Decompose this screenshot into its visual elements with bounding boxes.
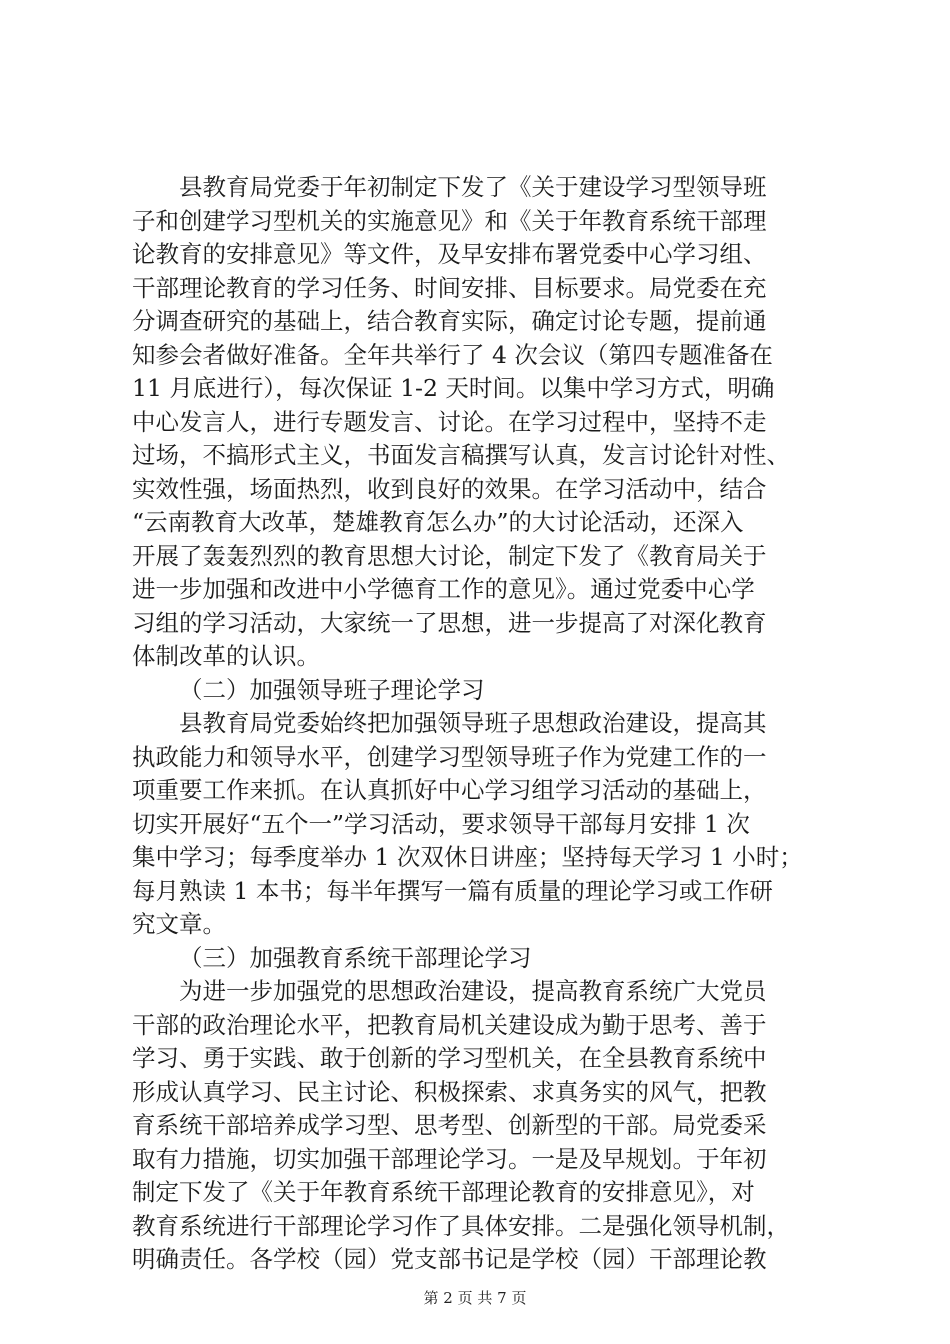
paragraph-line: 项重要工作来抓。在认真抓好中心学习组学习活动的基础上， [132,776,767,804]
paragraph-line: 执政能力和领导水平，创建学习型领导班子作为党建工作的一 [132,742,767,771]
paragraph-line: 子和创建学习型机关的实施意见》和《关于年教育系统干部理 [132,206,767,235]
paragraph-line: 为进一步加强党的思想政治建设，提高教育系统广大党员 [179,977,767,1005]
paragraph-line: 制定下发了《关于年教育系统干部理论教育的安排意见》，对 [132,1178,755,1206]
paragraph-line: 干部的政治理论水平，把教育局机关建设成为勤于思考、善于 [132,1010,767,1039]
paragraph-line: 县教育局党委始终把加强领导班子思想政治建设，提高其 [179,709,767,737]
paragraph-line: 实效性强，场面热烈，收到良好的效果。在学习活动中，结合 [132,474,767,503]
paragraph-line: 知参会者做好准备。全年共举行了 4 次会议（第四专题准备在 [132,340,773,369]
paragraph-line: 形成认真学习、民主讨论、积极探索、求真务实的风气，把教 [132,1077,767,1106]
paragraph-line: 论教育的安排意见》等文件，及早安排布署党委中心学习组、 [132,240,767,268]
paragraph-line: 明确责任。各学校（园）党支部书记是学校（园）干部理论教 [132,1245,767,1273]
paragraph-line: 学习、勇于实践、敢于创新的学习型机关，在全县教育系统中 [132,1044,767,1072]
paragraph-line: 11 月底进行），每次保证 1-2 天时间。以集中学习方式，明确 [132,374,775,402]
page-footer: 第 2 页 共 7 页 [423,1289,527,1307]
paragraph-line: 县教育局党委于年初制定下发了《关于建设学习型领导班 [179,173,767,201]
paragraph-line: 过场，不搞形式主义，书面发言稿撰写认真，发言讨论针对性、 [132,441,790,469]
paragraph-line: “云南教育大改革，楚雄教育怎么办”的大讨论活动，还深入 [132,508,744,536]
paragraph-line: 切实开展好“五个一”学习活动，要求领导干部每月安排 1 次 [132,809,750,838]
paragraph-line: 习组的学习活动，大家统一了思想，进一步提高了对深化教育 [132,608,767,637]
paragraph-line: 教育系统进行干部理论学习作了具体安排。二是强化领导机制， [132,1211,790,1240]
paragraph-line: 育系统干部培养成学习型、思考型、创新型的干部。局党委采 [132,1111,767,1139]
paragraph-line: 取有力措施，切实加强干部理论学习。一是及早规划。于年初 [132,1144,767,1173]
section-heading: （三）加强教育系统干部理论学习 [179,943,532,972]
paragraph-line: 每月熟读 1 本书；每半年撰写一篇有质量的理论学习或工作研 [132,876,773,905]
paragraph-line: 分调查研究的基础上，结合教育实际，确定讨论专题，提前通 [132,307,767,335]
paragraph-line: 中心发言人，进行专题发言、讨论。在学习过程中，坚持不走 [132,407,767,436]
paragraph-line: 集中学习；每季度举办 1 次双休日讲座；坚持每天学习 1 小时； [132,843,803,871]
paragraph-line: 体制改革的认识。 [132,642,320,670]
paragraph-line: 究文章。 [132,910,226,938]
paragraph-line: 进一步加强和改进中小学德育工作的意见》。通过党委中心学 [132,575,755,603]
section-heading: （二）加强领导班子理论学习 [179,675,485,704]
body-text [132,171,832,1277]
paragraph-line: 干部理论教育的学习任务、时间安排、目标要求。局党委在充 [132,273,767,302]
paragraph-line: 开展了轰轰烈烈的教育思想大讨论，制定下发了《教育局关于 [132,541,767,570]
